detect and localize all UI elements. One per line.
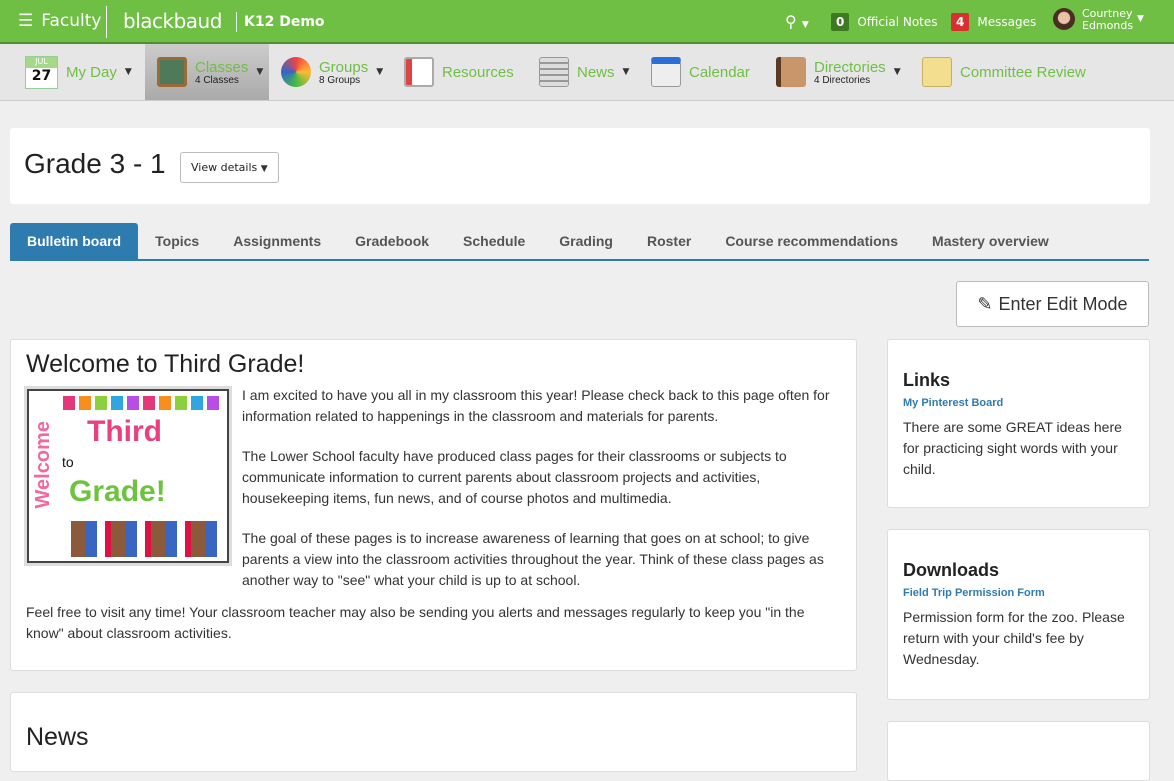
- my-day-label: My Day: [66, 63, 117, 81]
- tab-topics[interactable]: Topics: [155, 233, 200, 249]
- tab-mastery-overview[interactable]: Mastery overview: [932, 233, 1049, 249]
- main-nav: [0, 44, 1174, 101]
- faculty-menu[interactable]: [18, 11, 101, 31]
- search-icon: ⚲: [785, 12, 797, 31]
- tab-roster[interactable]: Roster: [646, 233, 692, 249]
- messages-link[interactable]: [951, 13, 1036, 31]
- links-description: There are some GREAT ideas here for practicing sight words with your child.: [903, 419, 1122, 477]
- downloads-title: Downloads: [903, 560, 1000, 580]
- permission-form-link[interactable]: Field Trip Permission Form: [903, 587, 1045, 599]
- official-notes-label: Official Notes: [857, 15, 938, 29]
- tab-bar: [10, 223, 1149, 261]
- user-menu[interactable]: [1082, 8, 1133, 32]
- nav-calendar[interactable]: [651, 44, 750, 100]
- news-title: News: [26, 723, 89, 751]
- downloads-card: [887, 529, 1150, 700]
- page-title: Grade 3 - 1: [24, 148, 166, 179]
- user-last-name: Edmonds: [1082, 19, 1134, 32]
- directories-label: Directories: [814, 58, 886, 76]
- image-grade-text: Grade!: [69, 475, 166, 508]
- faculty-label: Faculty: [41, 11, 102, 31]
- links-title: Links: [903, 370, 951, 390]
- pencil-icon: ✎: [977, 293, 993, 314]
- messages-label: Messages: [977, 15, 1037, 29]
- tab-gradebook[interactable]: Gradebook: [355, 233, 430, 249]
- downloads-description: Permission form for the zoo. Please return with your child's fee by Wednesday.: [903, 609, 1125, 667]
- pinterest-link[interactable]: My Pinterest Board: [903, 397, 1004, 409]
- search-button[interactable]: ⚲ ▼: [785, 12, 809, 31]
- tab-assignments[interactable]: Assignments: [233, 233, 322, 249]
- messages-badge: 4: [951, 13, 969, 31]
- calendar-icon: [651, 57, 681, 87]
- image-welcome-text: Welcome: [32, 421, 54, 509]
- chevron-down-icon: ▼: [260, 164, 268, 174]
- chevron-down-icon: ▼: [124, 67, 132, 77]
- top-bar: [0, 0, 1174, 44]
- kids-illustration: [71, 521, 219, 557]
- brand-logo[interactable]: blackbaud: [123, 9, 222, 33]
- chevron-down-icon: ▼: [376, 67, 384, 77]
- chevron-down-icon: ▼: [256, 67, 264, 77]
- user-caret-icon[interactable]: ▼: [1137, 14, 1144, 24]
- committee-label: Committee Review: [960, 63, 1086, 81]
- groups-count: 8 Groups: [319, 74, 361, 86]
- nav-committee-review[interactable]: [922, 44, 1086, 100]
- view-details-button[interactable]: [180, 152, 279, 183]
- news-card: [10, 692, 857, 772]
- nav-classes[interactable]: [145, 44, 269, 100]
- welcome-paragraph: The goal of these pages is to increase awareness of learning that goes on at school; to give parents a view into the classroom activities throughout the year. Think of these class pages as another way to "see" what your child is up to at school.: [242, 530, 824, 588]
- chevron-down-icon: ▼: [622, 67, 630, 77]
- news-label: News: [577, 63, 615, 81]
- directories-count: 4 Directories: [814, 74, 871, 86]
- view-details-label: View details: [191, 161, 258, 174]
- welcome-image: [27, 389, 229, 563]
- image-third-text: Third: [87, 415, 162, 448]
- sidebar-card: [887, 721, 1150, 781]
- welcome-card: [10, 339, 857, 671]
- page-header: [10, 128, 1150, 204]
- hamburger-icon: ☰: [18, 11, 34, 31]
- tab-schedule[interactable]: Schedule: [463, 233, 526, 249]
- folder-icon: [922, 57, 952, 87]
- newspaper-icon: [539, 57, 569, 87]
- resources-icon: [404, 57, 434, 87]
- date-day: 27: [31, 67, 52, 84]
- nav-directories[interactable]: [776, 44, 901, 100]
- official-notes-badge: 0: [831, 13, 849, 31]
- links-card: [887, 339, 1150, 508]
- welcome-title: Welcome to Third Grade!: [26, 350, 305, 378]
- calendar-label: Calendar: [689, 63, 750, 81]
- tab-grading[interactable]: Grading: [559, 233, 613, 249]
- enter-edit-mode-button[interactable]: [956, 281, 1149, 327]
- tab-course-recommendations[interactable]: Course recommendations: [725, 233, 899, 249]
- official-notes-link[interactable]: [831, 13, 938, 31]
- tab-bulletin-board[interactable]: Bulletin board: [10, 223, 138, 259]
- welcome-paragraph: The Lower School faculty have produced class pages for their classrooms or subjects to communicate information to current parents about classroom projects and activities, housekeeping items, fun news, and of course photos and multimedia.: [242, 448, 787, 506]
- edit-button-label: Enter Edit Mode: [998, 293, 1128, 314]
- nav-my-day[interactable]: [25, 44, 132, 100]
- directory-book-icon: [776, 57, 806, 87]
- chalkboard-icon: [157, 57, 187, 87]
- classes-count: 4 Classes: [195, 74, 239, 86]
- bunting-banner: [63, 396, 223, 410]
- date-month: JUL: [26, 57, 57, 68]
- product-name: K12 Demo: [244, 14, 325, 30]
- groups-icon: [281, 57, 311, 87]
- user-first-name: Courtney: [1082, 7, 1133, 20]
- classes-label: Classes: [195, 58, 249, 76]
- resources-label: Resources: [442, 63, 514, 81]
- avatar[interactable]: [1053, 8, 1075, 30]
- chevron-down-icon: ▼: [893, 67, 901, 77]
- image-to-text: to: [62, 454, 74, 470]
- welcome-paragraph: I am excited to have you all in my classroom this year! Please check back to this page often for information related to happenings in the classroom and materials for parents.: [242, 387, 830, 424]
- calendar-date-icon: [25, 56, 58, 89]
- nav-news[interactable]: [539, 44, 629, 100]
- nav-resources[interactable]: [404, 44, 514, 100]
- nav-groups[interactable]: [281, 44, 383, 100]
- welcome-paragraph: Feel free to visit any time! Your classroom teacher may also be sending you alerts and messages regularly to keep you "in the know" about classroom activities.: [26, 604, 805, 641]
- groups-label: Groups: [319, 58, 369, 76]
